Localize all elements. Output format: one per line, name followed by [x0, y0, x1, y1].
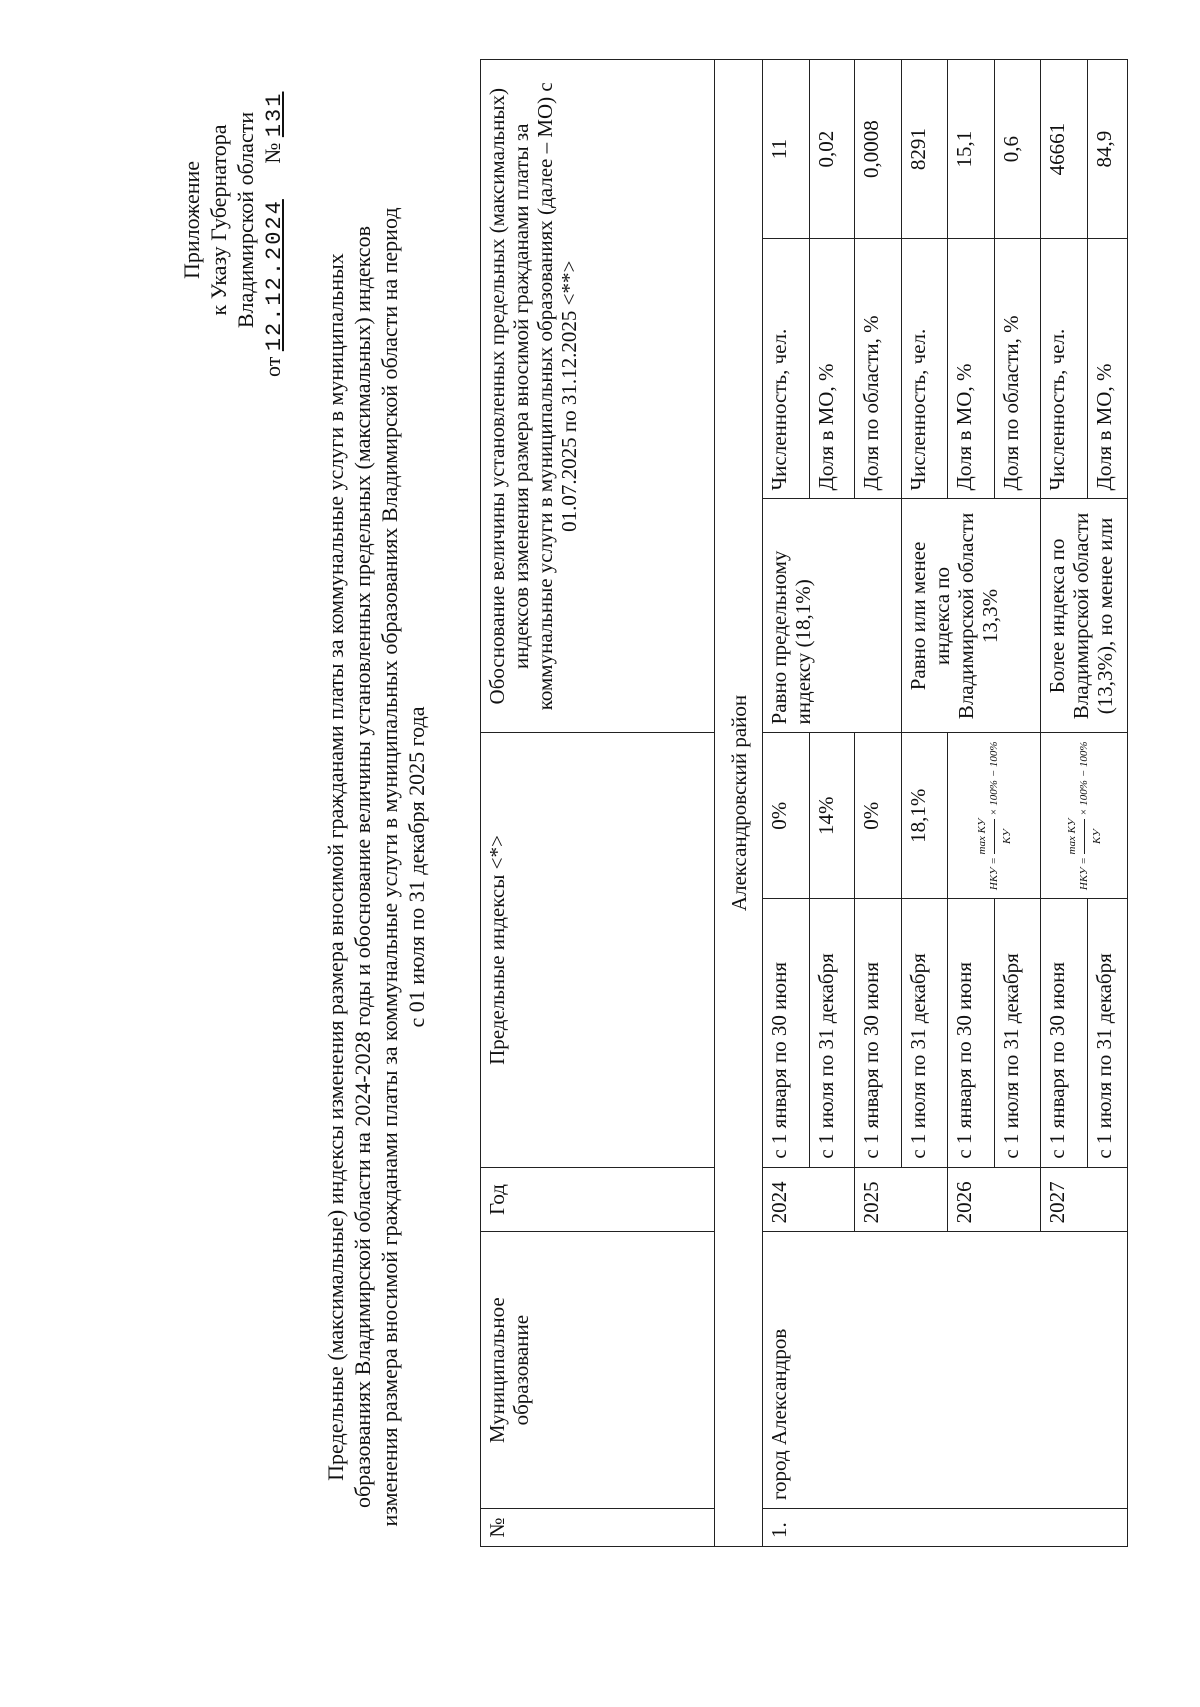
- col-header-number: №: [481, 1509, 715, 1547]
- year-cell: 2025: [855, 1167, 948, 1232]
- year-cell: 2027: [1041, 1167, 1128, 1232]
- period-cell: с 1 января по 30 июня: [1041, 899, 1088, 1168]
- basis-label: Доля в МО, %: [810, 239, 855, 499]
- basis-label: Численность, чел.: [1041, 239, 1088, 499]
- appendix-label: Приложение: [179, 160, 204, 280]
- decree-date-line: от 12.12.2024 № 131: [260, 91, 287, 377]
- basis-condition: Более индекса по Владимирской области (13,3%), но менее или: [1041, 499, 1128, 733]
- district-name: Александровский район: [715, 60, 763, 1547]
- decree-number: 131: [262, 91, 287, 138]
- basis-value: 46661: [1041, 60, 1088, 239]
- index-value: 0%: [763, 733, 810, 899]
- formula-expression: HKУ = max KУ KУ × 100% − 100%: [988, 741, 1000, 890]
- period-cell: с 1 января по 30 июня: [855, 899, 902, 1168]
- table-header-row: [481, 60, 715, 1547]
- formula-expression: HKУ = max KУ KУ × 100% − 100%: [1078, 741, 1090, 890]
- year-cell: 2026: [948, 1167, 1041, 1232]
- basis-value: 8291: [902, 60, 948, 239]
- col-header-basis: Обоснование величины установленных предельных (максимальных) индексов изменения размера вносимой гражданами платы за коммунальные услуги в муниципальных образованиях (далее – МО) с 01.07.2025 по 31.12.2025 <**>: [481, 60, 715, 733]
- appendix-header: [178, 55, 288, 385]
- period-cell: с 1 января по 30 июня: [948, 899, 995, 1168]
- period-cell: с 1 июля по 31 декабря: [995, 899, 1041, 1168]
- col-header-municipality: Муниципальное образование: [481, 1232, 715, 1509]
- basis-value: 15,1: [948, 60, 995, 239]
- basis-label: Доля в МО, %: [1088, 239, 1128, 499]
- basis-condition: Равно предельному индексу (18,1%): [763, 499, 902, 733]
- index-formula: [1041, 733, 1128, 899]
- index-value: 0%: [855, 733, 902, 899]
- basis-label: Доля по области, %: [855, 239, 902, 499]
- municipality-name: город Александров: [763, 1232, 1128, 1509]
- year-cell: 2024: [763, 1167, 855, 1232]
- document-title: Предельные (максимальные) индексы изменения размера вносимой гражданами платы за коммунальные услуги в муниципальных образованиях Владимирской области на 2024-2028 годы и обоснование величины установленных предельных (максимальных) индексов изменения размера вносимой гражданами платы за коммунальные услуги в муниципальных образованиях Владимирской области на период с 01 июля по 31 декабря 2025 года: [323, 207, 429, 1527]
- index-formula: [948, 733, 1041, 899]
- basis-label: Численность, чел.: [902, 239, 948, 499]
- basis-label: Доля в МО, %: [948, 239, 995, 499]
- period-cell: с 1 июля по 31 декабря: [1088, 899, 1128, 1168]
- decree-reference: к Указу Губернатора: [206, 124, 231, 316]
- basis-label: Численность, чел.: [763, 239, 810, 499]
- district-row: [715, 60, 763, 1547]
- period-cell: с 1 июля по 31 декабря: [810, 899, 855, 1168]
- col-header-year: Год: [481, 1167, 715, 1232]
- decree-date: 12.12.2024: [262, 199, 287, 352]
- region-name: Владимирской области: [233, 111, 258, 329]
- basis-value: 11: [763, 60, 810, 239]
- index-value: 14%: [810, 733, 855, 899]
- table-row: [763, 60, 810, 1547]
- indices-table: [480, 59, 1128, 1547]
- period-cell: с 1 января по 30 июня: [763, 899, 810, 1168]
- basis-condition: Равно или менее индекса по Владимирской области 13,3%: [902, 499, 1041, 733]
- basis-value: 0,0008: [855, 60, 902, 239]
- period-cell: с 1 июля по 31 декабря: [902, 899, 948, 1168]
- index-value: 18,1%: [902, 733, 948, 899]
- col-header-indices: Предельные индексы <*>: [481, 733, 715, 1167]
- basis-value: 0,02: [810, 60, 855, 239]
- basis-value: 84,9: [1088, 60, 1128, 239]
- basis-label: Доля по области, %: [995, 239, 1041, 499]
- row-number: 1.: [763, 1509, 1128, 1547]
- basis-value: 0,6: [995, 60, 1041, 239]
